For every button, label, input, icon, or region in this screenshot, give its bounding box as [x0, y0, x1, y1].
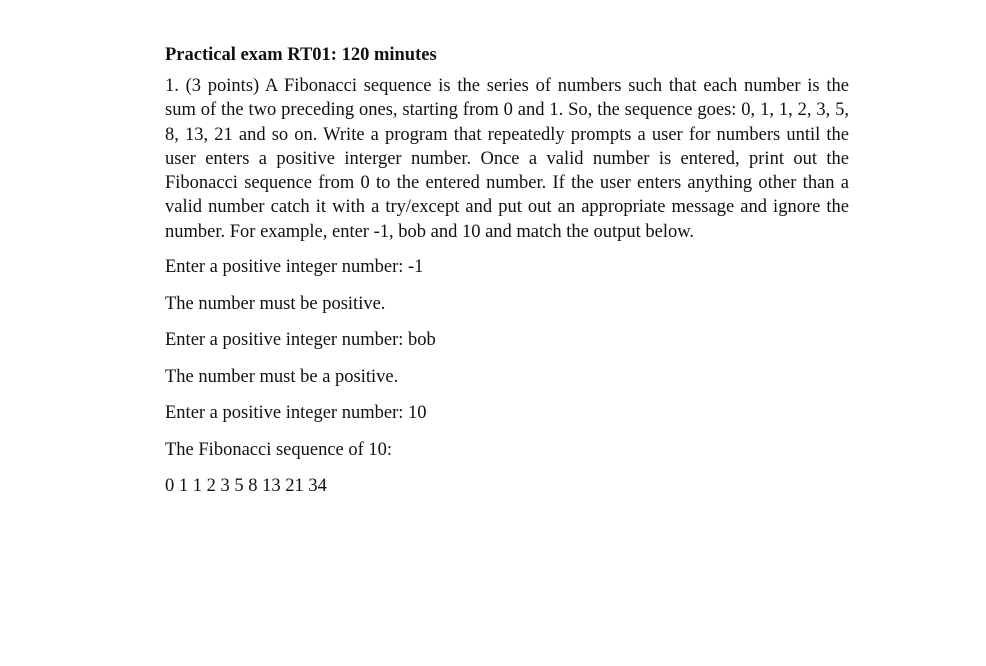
exam-title: Practical exam RT01: 120 minutes: [165, 45, 437, 65]
question-text: 1. (3 points) A Fibonacci sequence is the series of numbers such that each number is the sum of the two preceding ones, starting from 0 and 1. So, the sequence goes: 0, 1, 1, 2, 3, 5, 8, 13, 21 and so on. Write a program that repeatedly prompts a user for numbers until the user enters a positive interger number. Once a valid number is entered, print out the Fibonacci sequence from 0 to the entered number. If the user enters anything other than a valid number catch it with a try/except and put out an appropriate message and ignore the number. For example, enter -1, bob and 10 and match the output below.: [165, 76, 849, 242]
output-line-prompt-1: Enter a positive integer number: -1: [165, 257, 424, 278]
output-line-sequence: 0 1 1 2 3 5 8 13 21 34: [165, 476, 327, 497]
document-page: [165, 42, 849, 510]
output-line-error-1: The number must be positive.: [165, 293, 386, 314]
output-line-result-header: The Fibonacci sequence of 10:: [165, 439, 393, 460]
output-line-prompt-2: Enter a positive integer number: bob: [165, 330, 436, 351]
sample-output: [165, 254, 849, 499]
output-line-prompt-3: Enter a positive integer number: 10: [165, 403, 427, 424]
output-line-error-2: The number must be a positive.: [165, 366, 399, 387]
